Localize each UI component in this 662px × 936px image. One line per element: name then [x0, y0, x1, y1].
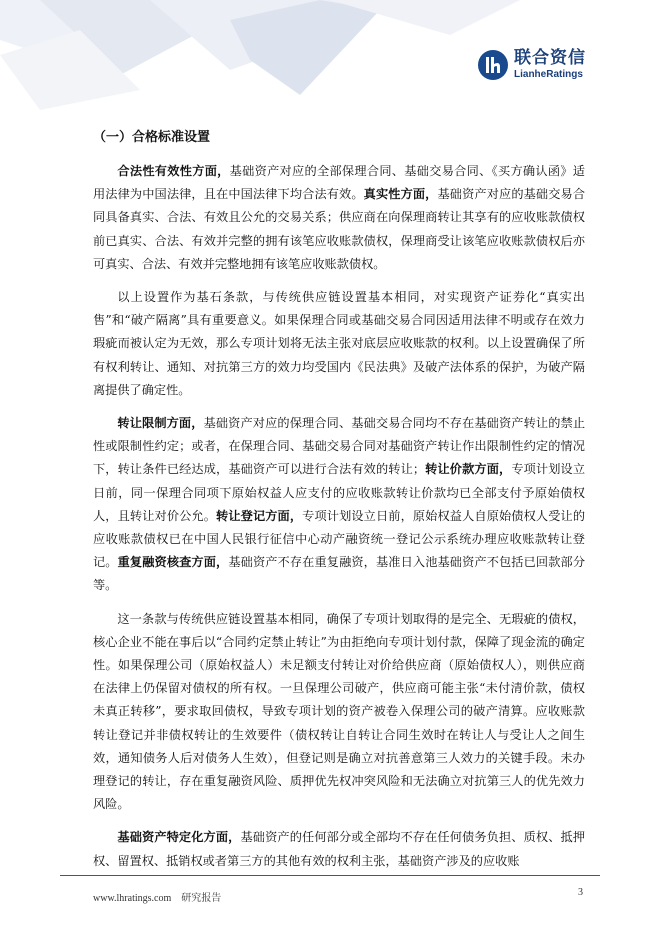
bold-lead-phrase: 重复融资核查方面，	[117, 555, 229, 570]
bold-lead-phrase: 转让限制方面，	[117, 416, 204, 431]
paragraph-text: 基础资产不存在重复融资，基准日入池基础资产不包括已回款部分等。	[93, 555, 586, 593]
paragraph-text: 专项计划设立日前，同一保理合同项下原始权益人应支付的应收账款转让价款均已全部支付予原始债权人，且转让对价公允。	[93, 462, 586, 523]
paragraph-text: 以上设置作为基石条款，与传统供应链设置基本相同，对实现资产证券化“真实出售”和“破产隔离”具有重要意义。如果保理合同或基础交易合同因适用法律不明或存在效力瑕疵而被认定为无效，那么专项计划将无法主张对底层应收账款的权利。以上设置确保了所有权利转让、通知、对抗第三方的效力均受国内《民法典》及破产法体系的保护，为破产隔离提供了确定性。	[93, 290, 585, 397]
bold-lead-phrase: 转让登记方面，	[216, 508, 303, 523]
paragraph-text: 基础资产对应的基础交易合同具备真实、合法、有效且公允的交易关系；供应商在向保理商转让其享有的应收账款债权前已真实、合法、有效并完整的拥有该笔应收账款债权，保理商受让该笔应收账款债权后亦可真实、合法、有效并完整地拥有该笔应收账款债权。	[93, 187, 586, 271]
bold-lead-phrase: 转让价款方面，	[425, 462, 512, 477]
paragraph-text: 基础资产对应的保理合同、基础交易合同均不存在基础资产转让的禁止性或限制性约定；或者，在保理合同、基础交易合同对基础资产转让作出限制性约定的情况下，转让条件已经达成，基础资产可以进行合法有效的转让；	[93, 416, 586, 477]
bold-lead-phrase: 真实性方面，	[363, 187, 438, 202]
logo-english-name: LianheRatings	[514, 69, 583, 80]
paragraph-list	[93, 160, 585, 873]
body-paragraph	[93, 826, 585, 872]
lianhe-logo	[478, 50, 586, 80]
section-heading: （一）合格标准设置	[93, 130, 211, 145]
document-body	[93, 128, 585, 883]
body-paragraph	[93, 286, 585, 402]
paragraph-text: 这一条款与传统供应链设置基本相同，确保了专项计划取得的是完全、无瑕疵的债权，核心企业不能在事后以“合同约定禁止转让”为由拒绝向专项计划付款，保障了现金流的确定性。如果保理公司（原始权益人）未足额支付转让对价给供应商（原始债权人），则供应商在法律上仍保留对债权的所有权。一旦保理公司破产，供应商可能主张“未付清价款，债权未真正转移”，要求取回债权，导致专项计划的资产被卷入保理公司的破产清算。应收账款转让登记并非债权转让的生效要件（债权转让自转让合同生效时在转让人与受让人之间生效，通知债务人后对债务人生效），但登记则是确立对抗善意第三人效力的关键手段。未办理登记的转让，存在重复融资风险、质押优先权冲突风险和无法确立对抗第三人的优先效力风险。	[93, 611, 585, 812]
paragraph-text: 基础资产的任何部分或全部均不存在任何债务负担、质权、抵押权、留置权、抵销权或者第三方的其他有效的权利主张，基础资产涉及的应收账	[93, 830, 586, 868]
paragraph-text: 基础资产对应的全部保理合同、基础交易合同、《买方确认函》适用法律为中国法律，且在中国法律下均合法有效。	[93, 164, 585, 202]
page-number: 3	[578, 887, 583, 898]
body-paragraph	[93, 160, 585, 276]
bold-lead-phrase: 合法性有效性方面，	[117, 164, 230, 178]
footer-website-link[interactable]: www.lhratings.com	[93, 893, 172, 904]
body-paragraph	[93, 608, 585, 817]
footer-doc-type: 研究报告	[181, 893, 222, 904]
lianhe-logo-icon	[478, 50, 508, 80]
bold-lead-phrase: 基础资产特定化方面，	[117, 830, 241, 845]
footer-divider	[60, 875, 600, 876]
footer-info	[93, 889, 221, 904]
paragraph-text: 专项计划设立日前，原始权益人自原始债权人受让的应收账款债权已在中国人民银行征信中心动产融资统一登记公示系统办理应收账款转让登记。	[93, 508, 586, 570]
body-paragraph	[93, 412, 585, 598]
logo-chinese-name: 联合资信	[514, 48, 586, 68]
